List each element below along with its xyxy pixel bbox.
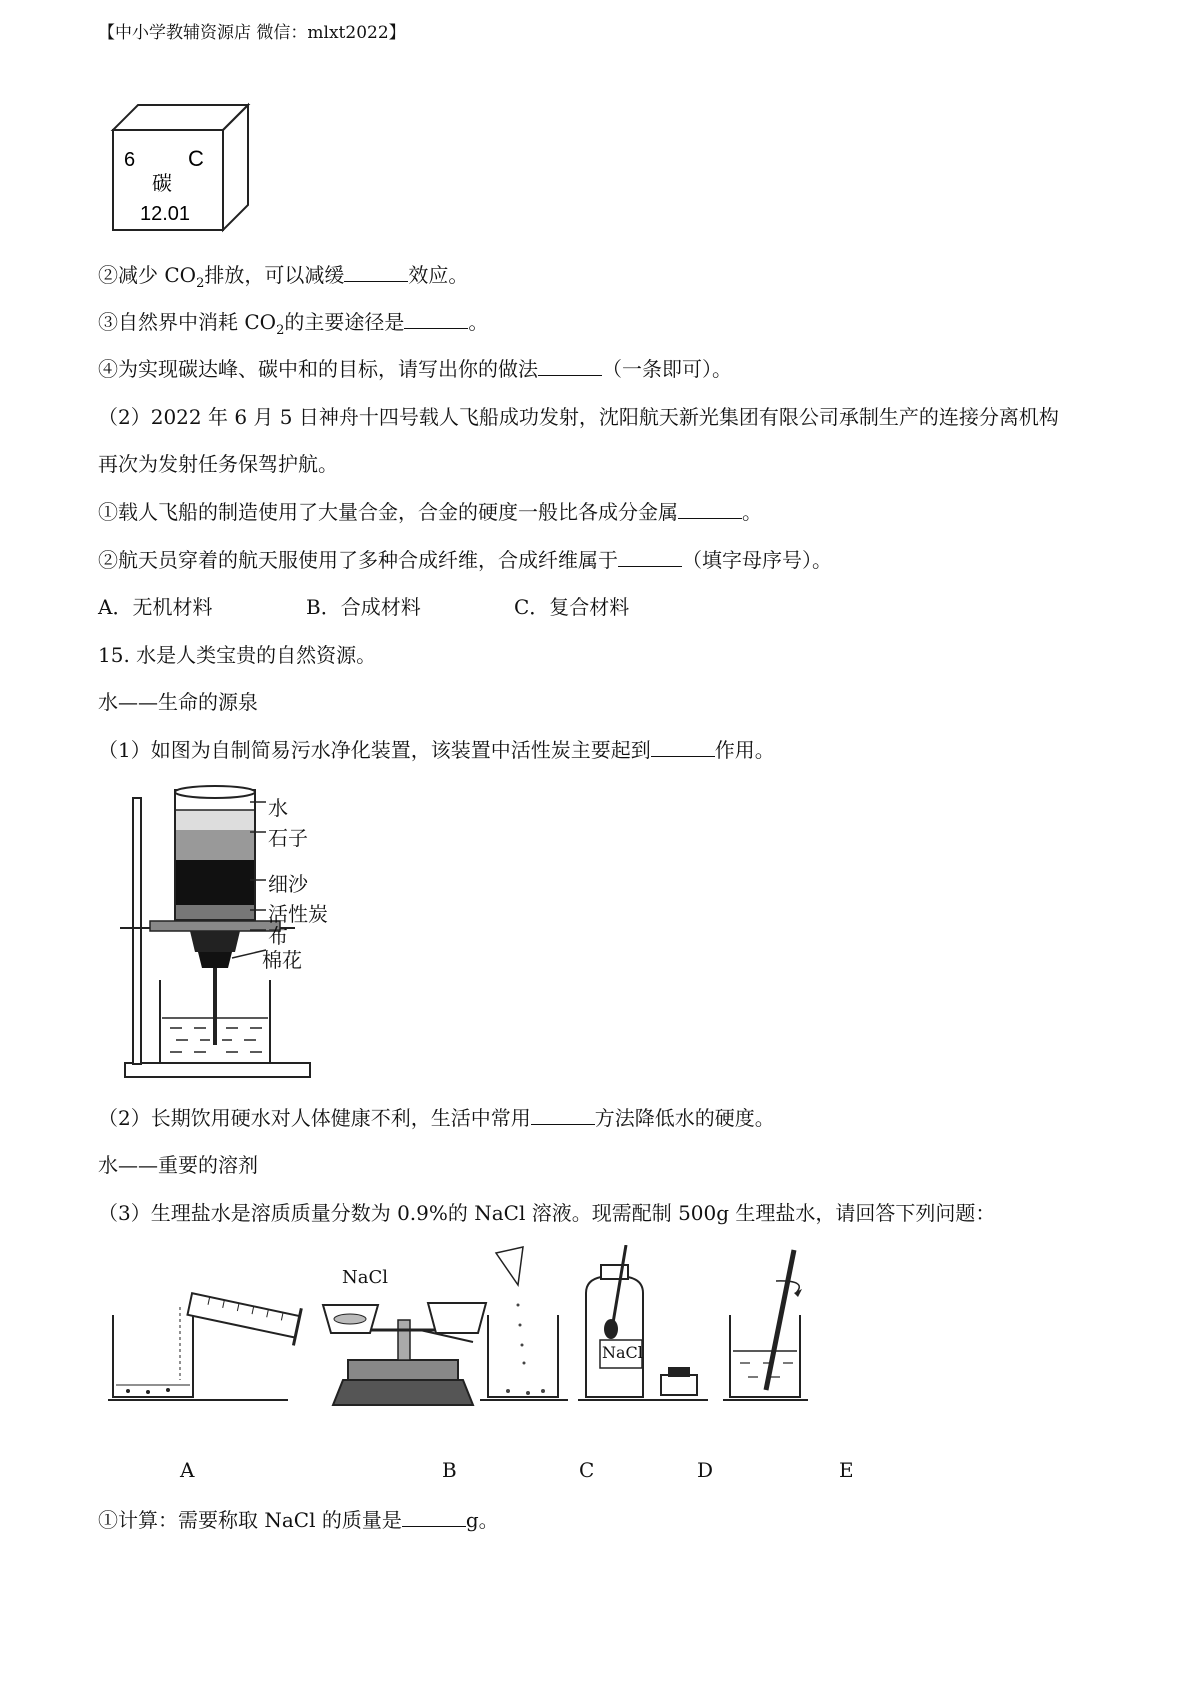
step-label-e: E	[839, 1458, 854, 1482]
page-header: 【中小学教辅资源店 微信：mlxt2022】	[98, 23, 406, 43]
q15-part3: （3）生理盐水是溶质质量分数为 0.9%的 NaCl 溶液。现需配制 500g 生理盐水，请回答下列问题：	[98, 1201, 996, 1225]
water-filter-diagram	[120, 780, 360, 1085]
step-label-d: D	[697, 1458, 714, 1482]
step-b-balance	[323, 1303, 486, 1405]
label-cloth: 布	[268, 926, 288, 948]
carbon-element-card	[108, 100, 258, 235]
q15-section1: 水——生命的源泉	[98, 690, 258, 714]
element-mass: 12.01	[140, 203, 191, 225]
solution-prep-diagram	[108, 1245, 888, 1420]
step-c-adding-solid	[480, 1247, 568, 1400]
option-a[interactable]: A．无机材料	[98, 595, 213, 619]
q15-section2: 水——重要的溶剂	[98, 1153, 258, 1177]
q15-calc: ①计算：需要称取 NaCl 的质量是 g。	[98, 1508, 499, 1532]
element-name: 碳	[152, 171, 172, 195]
balance-nacl-label: NaCl	[342, 1267, 389, 1288]
answer-blank[interactable]	[531, 1106, 595, 1125]
q14-sub2: ②航天员穿着的航天服使用了多种合成纤维，合成纤维属于 （填字母序号）。	[98, 548, 832, 572]
step-e-stirring	[723, 1250, 808, 1400]
q15-part2: （2）长期饮用硬水对人体健康不利，生活中常用 方法降低水的硬度。	[98, 1106, 775, 1130]
q14-sub1: ①载人飞船的制造使用了大量合金，合金的硬度一般比各成分金属 。	[98, 500, 762, 524]
option-b[interactable]: B．合成材料	[306, 595, 421, 619]
q15-title: 15. 水是人类宝贵的自然资源。	[98, 643, 377, 667]
label-water: 水	[268, 798, 288, 820]
q14-part2-line2: 再次为发射任务保驾护航。	[98, 452, 338, 476]
label-activated-carbon: 活性炭	[268, 904, 328, 926]
answer-blank[interactable]	[651, 738, 715, 757]
q14-options	[98, 595, 629, 619]
element-number: 6	[124, 149, 136, 171]
step-a-pouring	[108, 1285, 301, 1400]
q14-line-2: ②减少 $CO_2$排放，可以减缓 效应。	[98, 263, 469, 291]
step-label-b: B	[442, 1458, 457, 1482]
q14-line-4: ④为实现碳达峰、碳中和的目标，请写出你的做法 （一条即可）。	[98, 357, 732, 381]
answer-blank[interactable]	[344, 263, 408, 282]
step-label-a: A	[180, 1458, 195, 1482]
q15-part1: （1）如图为自制简易污水净化装置，该装置中活性炭主要起到 作用。	[98, 738, 775, 762]
jar-nacl-label: NaCl	[602, 1343, 643, 1362]
answer-blank[interactable]	[404, 310, 468, 329]
answer-blank[interactable]	[618, 548, 682, 567]
answer-blank[interactable]	[538, 357, 602, 376]
step-d-reagent-jar	[578, 1245, 708, 1400]
label-fine-sand: 细沙	[268, 874, 308, 896]
label-pebbles: 石子	[268, 828, 308, 850]
step-label-c: C	[579, 1458, 595, 1482]
answer-blank[interactable]	[402, 1508, 466, 1527]
q14-part2-line1: （2）2022 年 6 月 5 日神舟十四号载人飞船成功发射，沈阳航天新光集团有限公司承制生产的连接分离机构	[98, 405, 1059, 429]
answer-blank[interactable]	[678, 500, 742, 519]
option-c[interactable]: C．复合材料	[514, 595, 630, 619]
element-symbol: C	[188, 146, 204, 171]
q14-line-3: ③自然界中消耗 $CO_2$的主要途径是 。	[98, 310, 489, 338]
label-cotton: 棉花	[262, 950, 302, 972]
